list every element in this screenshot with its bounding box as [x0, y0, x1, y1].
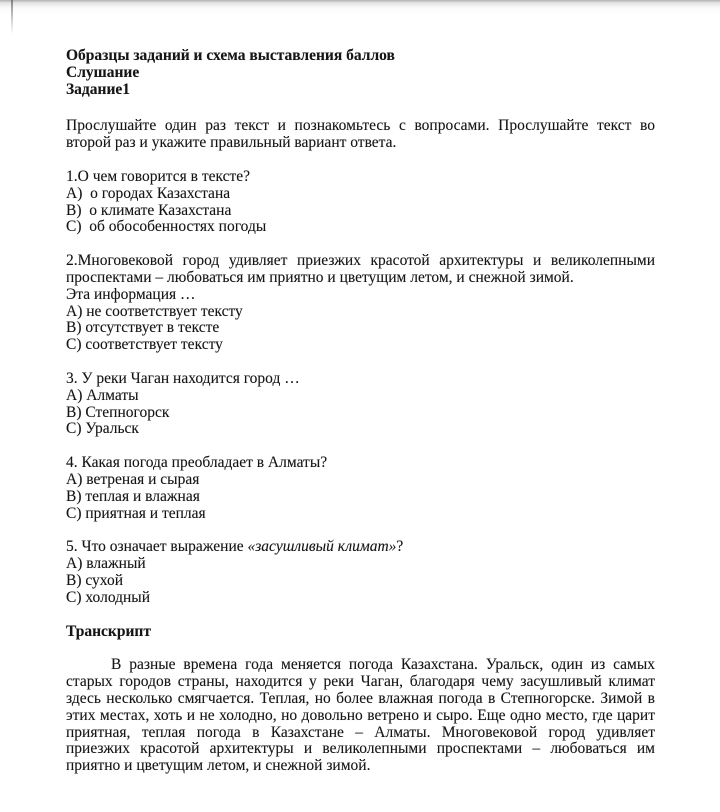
question-5-option-c: С) холодный	[66, 588, 151, 606]
question-1-option-b: В) о климате Казахстана	[66, 201, 232, 219]
question-3-option-a: А) Алматы	[66, 386, 139, 404]
question-5-option-b: В) сухой	[66, 571, 124, 589]
instructions-text: Прослушайте один раз текст и познакомьтесь с вопросами. Прослушайте текст во второй раз и укажите правильный вариант ответа.	[66, 117, 655, 152]
question-2-option-b: В) отсутствует в тексте	[66, 319, 220, 337]
question-5-text	[66, 539, 655, 556]
question-5-text-italic: «засушливый климат»	[247, 538, 397, 556]
document-content	[66, 48, 655, 775]
scan-shadow-top	[0, 0, 720, 16]
question-2-option-a: А) не соответствует тексту	[66, 302, 243, 320]
scan-line-left	[11, 0, 13, 34]
document-heading	[66, 48, 655, 98]
question-1-option-a: А) о городах Казахстана	[66, 184, 231, 202]
question-3-option-c: С) Уральск	[66, 420, 139, 438]
question-1	[66, 169, 655, 236]
question-1-text: 1.О чем говорится в тексте?	[66, 167, 251, 185]
doc-task-title: Задание1	[66, 80, 131, 98]
question-3-option-b: В) Степногорск	[66, 403, 170, 421]
question-2	[66, 253, 655, 354]
question-3	[66, 371, 655, 438]
question-1-option-c: С) об обособенностях погоды	[66, 218, 267, 236]
transcript-text: В разные времена года меняется погода Казахстана. Уральск, один из самых старых городов страны, находится у реки Чаган, благодаря чему засушливый климат здесь несколько смягчается. Теплая, но более влажная погода в Степногорске. Зимой в этих местах, хоть и не холодно, но довольно ветрено и сыро. Еще одно место, где царит приятная, теплая погода в Казахстане – Алматы. Многовековой город удивляет приезжих красотой архитектуры и великолепными проспектами – любоваться им приятно и цветущим летом, и снежной зимой.	[66, 656, 655, 775]
question-4-option-a: А) ветреная и сырая	[66, 470, 200, 488]
question-5-text-prefix: 5. Что означает выражение	[66, 538, 248, 556]
question-2-option-c: С) соответствует тексту	[66, 336, 223, 354]
question-2-stem: 2.Многовековой город удивляет приезжих красотой архитектуры и великолепными проспектами – любоваться им приятно и цветущим летом, и снежной зимой.	[66, 252, 655, 286]
question-5	[66, 539, 655, 606]
doc-section-title: Слушание	[66, 63, 140, 81]
doc-title: Образцы заданий и схема выставления баллов	[66, 47, 395, 64]
question-4-text: 4. Какая погода преобладает в Алматы?	[66, 454, 328, 472]
question-4	[66, 455, 655, 522]
question-2-lead: Эта информация …	[66, 285, 196, 303]
question-4-option-c: С) приятная и теплая	[66, 504, 206, 522]
question-5-text-suffix: ?	[396, 538, 404, 556]
question-5-option-a: А) влажный	[66, 555, 146, 573]
transcript-heading: Транскрипт	[66, 622, 151, 640]
question-4-option-b: В) теплая и влажная	[66, 487, 200, 505]
question-3-text: 3. У реки Чаган находится город …	[66, 369, 300, 387]
